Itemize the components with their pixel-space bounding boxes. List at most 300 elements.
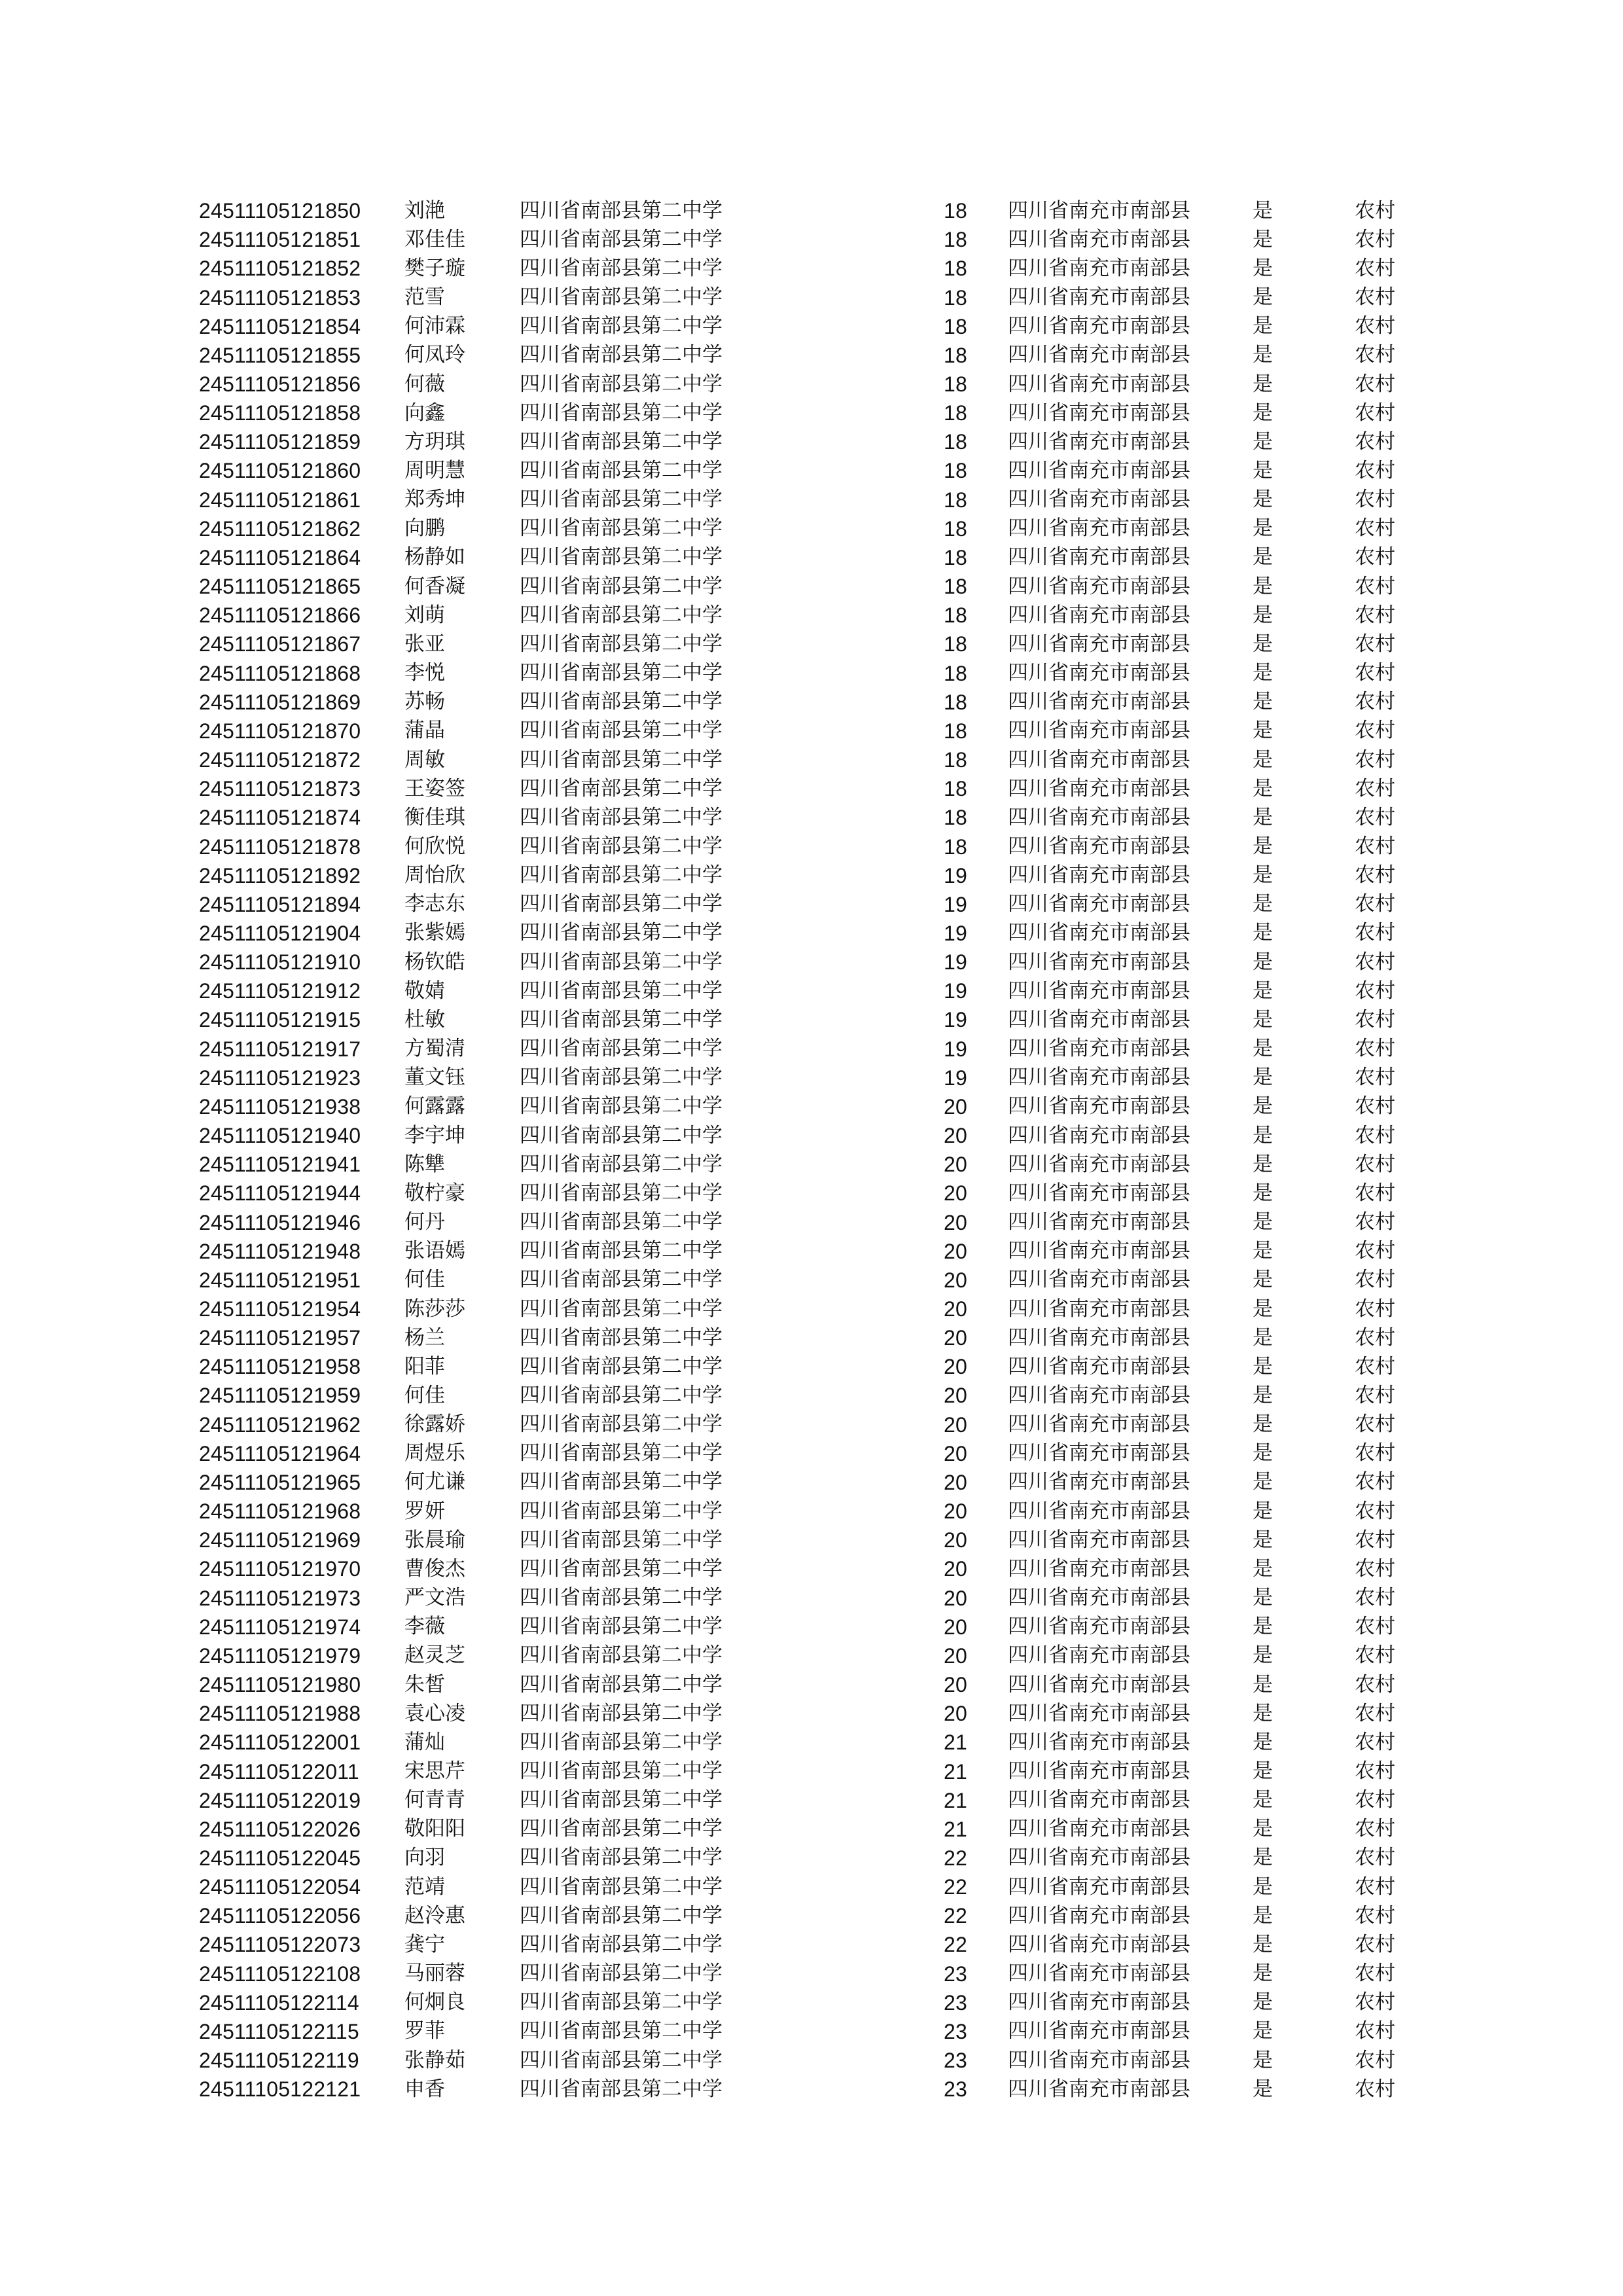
table-row xyxy=(199,1179,1429,1208)
area-type-cell: 农村 xyxy=(1355,1817,1395,1841)
student-name-cell: 何炯良 xyxy=(404,1990,465,2015)
address-cell: 四川省南充市南部县 xyxy=(1008,1470,1190,1494)
school-cell: 四川省南部县第二中学 xyxy=(520,1528,722,1552)
age-cell: 19 xyxy=(944,979,967,1003)
table-row xyxy=(199,948,1429,977)
flag-cell: 是 xyxy=(1253,401,1273,425)
school-cell: 四川省南部县第二中学 xyxy=(520,1615,722,1639)
flag-cell: 是 xyxy=(1253,1846,1273,1870)
flag-cell: 是 xyxy=(1253,1412,1273,1437)
area-type-cell: 农村 xyxy=(1355,719,1395,743)
area-type-cell: 农村 xyxy=(1355,1181,1395,1205)
age-cell: 19 xyxy=(944,950,967,975)
student-name-cell: 马丽蓉 xyxy=(404,1962,465,1986)
area-type-cell: 农村 xyxy=(1355,285,1395,310)
student-name-cell: 向羽 xyxy=(404,1846,445,1870)
student-name-cell: 张语嫣 xyxy=(404,1239,465,1263)
flag-cell: 是 xyxy=(1253,921,1273,945)
student-name-cell: 何丹 xyxy=(404,1210,445,1234)
address-cell: 四川省南充市南部县 xyxy=(1008,661,1190,685)
age-cell: 21 xyxy=(944,1817,967,1841)
area-type-cell: 农村 xyxy=(1355,1528,1395,1552)
flag-cell: 是 xyxy=(1253,574,1273,598)
area-type-cell: 农村 xyxy=(1355,1643,1395,1668)
age-cell: 18 xyxy=(944,257,967,281)
school-cell: 四川省南部县第二中学 xyxy=(520,1643,722,1668)
age-cell: 18 xyxy=(944,285,967,310)
student-name-cell: 陈莎莎 xyxy=(404,1297,465,1321)
student-name-cell: 李薇 xyxy=(404,1615,445,1639)
student-name-cell: 王姿签 xyxy=(404,776,465,800)
flag-cell: 是 xyxy=(1253,2048,1273,2072)
flag-cell: 是 xyxy=(1253,1932,1273,1956)
area-type-cell: 农村 xyxy=(1355,1874,1395,1899)
area-type-cell: 农村 xyxy=(1355,198,1395,223)
age-cell: 19 xyxy=(944,892,967,916)
table-row xyxy=(199,225,1429,254)
table-row xyxy=(199,803,1429,832)
age-cell: 20 xyxy=(944,1384,967,1408)
student-name-cell: 范雪 xyxy=(404,285,445,310)
table-row xyxy=(199,427,1429,456)
student-id-cell: 24511105122001 xyxy=(199,1731,361,1755)
age-cell: 20 xyxy=(944,1557,967,1581)
age-cell: 20 xyxy=(944,1470,967,1494)
address-cell: 四川省南充市南部县 xyxy=(1008,1759,1190,1784)
area-type-cell: 农村 xyxy=(1355,2048,1395,2072)
table-row xyxy=(199,1613,1429,1641)
school-cell: 四川省南部县第二中学 xyxy=(520,1701,722,1725)
age-cell: 22 xyxy=(944,1933,967,1957)
address-cell: 四川省南充市南部县 xyxy=(1008,1152,1190,1176)
school-cell: 四川省南部县第二中学 xyxy=(520,834,722,859)
student-name-cell: 周明慧 xyxy=(404,458,465,482)
table-row xyxy=(199,1295,1429,1323)
school-cell: 四川省南部县第二中学 xyxy=(520,1556,722,1581)
student-roster-table xyxy=(199,196,1429,2104)
flag-cell: 是 xyxy=(1253,1528,1273,1552)
school-cell: 四川省南部县第二中学 xyxy=(520,343,722,367)
address-cell: 四川省南充市南部县 xyxy=(1008,1499,1190,1523)
school-cell: 四川省南部县第二中学 xyxy=(520,1499,722,1523)
school-cell: 四川省南部县第二中学 xyxy=(520,574,722,598)
age-cell: 21 xyxy=(944,1731,967,1755)
area-type-cell: 农村 xyxy=(1355,458,1395,482)
student-name-cell: 龚宁 xyxy=(404,1932,445,1956)
area-type-cell: 农村 xyxy=(1355,516,1395,541)
flag-cell: 是 xyxy=(1253,603,1273,627)
table-row xyxy=(199,1352,1429,1381)
age-cell: 18 xyxy=(944,459,967,483)
age-cell: 18 xyxy=(944,545,967,569)
student-name-cell: 蒲晶 xyxy=(404,719,445,743)
flag-cell: 是 xyxy=(1253,950,1273,974)
student-id-cell: 24511105121862 xyxy=(199,516,361,541)
school-cell: 四川省南部县第二中学 xyxy=(520,1239,722,1263)
area-type-cell: 农村 xyxy=(1355,1037,1395,1061)
age-cell: 18 xyxy=(944,834,967,859)
student-name-cell: 方玥琪 xyxy=(404,429,465,454)
student-name-cell: 张静茹 xyxy=(404,2048,465,2072)
school-cell: 四川省南部县第二中学 xyxy=(520,1817,722,1841)
flag-cell: 是 xyxy=(1253,747,1273,772)
age-cell: 20 xyxy=(944,1094,967,1119)
school-cell: 四川省南部县第二中学 xyxy=(520,1007,722,1031)
area-type-cell: 农村 xyxy=(1355,488,1395,512)
student-name-cell: 方蜀清 xyxy=(404,1037,465,1061)
age-cell: 20 xyxy=(944,1153,967,1177)
school-cell: 四川省南部县第二中学 xyxy=(520,1123,722,1147)
student-id-cell: 24511105122045 xyxy=(199,1846,361,1870)
student-id-cell: 24511105122114 xyxy=(199,1990,359,2015)
student-id-cell: 24511105121878 xyxy=(199,834,361,859)
table-row xyxy=(199,601,1429,630)
address-cell: 四川省南充市南部县 xyxy=(1008,256,1190,280)
school-cell: 四川省南部县第二中学 xyxy=(520,1990,722,2015)
school-cell: 四川省南部县第二中学 xyxy=(520,1586,722,1610)
flag-cell: 是 xyxy=(1253,1297,1273,1321)
table-row xyxy=(199,1237,1429,1266)
address-cell: 四川省南充市南部县 xyxy=(1008,1990,1190,2015)
flag-cell: 是 xyxy=(1253,1962,1273,1986)
student-id-cell: 24511105121874 xyxy=(199,806,361,830)
flag-cell: 是 xyxy=(1253,632,1273,656)
flag-cell: 是 xyxy=(1253,2077,1273,2101)
school-cell: 四川省南部县第二中学 xyxy=(520,1325,722,1350)
table-row xyxy=(199,1699,1429,1728)
address-cell: 四川省南充市南部县 xyxy=(1008,950,1190,974)
student-name-cell: 罗菲 xyxy=(404,2019,445,2043)
area-type-cell: 农村 xyxy=(1355,343,1395,367)
address-cell: 四川省南充市南部县 xyxy=(1008,545,1190,569)
flag-cell: 是 xyxy=(1253,1672,1273,1696)
student-id-cell: 24511105121850 xyxy=(199,199,361,223)
flag-cell: 是 xyxy=(1253,1817,1273,1841)
flag-cell: 是 xyxy=(1253,1441,1273,1465)
table-row xyxy=(199,919,1429,948)
area-type-cell: 农村 xyxy=(1355,1066,1395,1090)
school-cell: 四川省南部县第二中学 xyxy=(520,198,722,223)
student-id-cell: 24511105121868 xyxy=(199,661,361,685)
flag-cell: 是 xyxy=(1253,1730,1273,1754)
table-row xyxy=(199,1035,1429,1064)
address-cell: 四川省南充市南部县 xyxy=(1008,1701,1190,1725)
student-id-cell: 24511105122026 xyxy=(199,1817,361,1841)
age-cell: 18 xyxy=(944,488,967,512)
area-type-cell: 农村 xyxy=(1355,805,1395,829)
student-name-cell: 苏畅 xyxy=(404,690,445,714)
flag-cell: 是 xyxy=(1253,372,1273,396)
address-cell: 四川省南充市南部县 xyxy=(1008,1615,1190,1639)
school-cell: 四川省南部县第二中学 xyxy=(520,2019,722,2043)
address-cell: 四川省南充市南部县 xyxy=(1008,458,1190,482)
address-cell: 四川省南充市南部县 xyxy=(1008,1297,1190,1321)
table-row xyxy=(199,717,1429,745)
school-cell: 四川省南部县第二中学 xyxy=(520,285,722,310)
address-cell: 四川省南充市南部县 xyxy=(1008,1932,1190,1956)
student-name-cell: 蒲灿 xyxy=(404,1730,445,1754)
age-cell: 19 xyxy=(944,1008,967,1032)
area-type-cell: 农村 xyxy=(1355,1412,1395,1437)
age-cell: 23 xyxy=(944,1962,967,1986)
address-cell: 四川省南充市南部县 xyxy=(1008,978,1190,1003)
age-cell: 18 xyxy=(944,661,967,685)
student-name-cell: 曹俊杰 xyxy=(404,1556,465,1581)
address-cell: 四川省南充市南部县 xyxy=(1008,1007,1190,1031)
address-cell: 四川省南充市南部县 xyxy=(1008,2077,1190,2101)
area-type-cell: 农村 xyxy=(1355,1730,1395,1754)
area-type-cell: 农村 xyxy=(1355,1556,1395,1581)
school-cell: 四川省南部县第二中学 xyxy=(520,227,722,251)
flag-cell: 是 xyxy=(1253,545,1273,569)
table-row xyxy=(199,1410,1429,1439)
area-type-cell: 农村 xyxy=(1355,834,1395,859)
area-type-cell: 农村 xyxy=(1355,1759,1395,1784)
age-cell: 21 xyxy=(944,1788,967,1812)
school-cell: 四川省南部县第二中学 xyxy=(520,2048,722,2072)
student-name-cell: 何沛霖 xyxy=(404,314,465,338)
age-cell: 20 xyxy=(944,1181,967,1206)
address-cell: 四川省南充市南部县 xyxy=(1008,1354,1190,1378)
flag-cell: 是 xyxy=(1253,429,1273,454)
student-name-cell: 阳菲 xyxy=(404,1354,445,1378)
student-name-cell: 刘萌 xyxy=(404,603,445,627)
area-type-cell: 农村 xyxy=(1355,1383,1395,1407)
address-cell: 四川省南充市南部县 xyxy=(1008,314,1190,338)
school-cell: 四川省南部县第二中学 xyxy=(520,1903,722,1928)
age-cell: 20 xyxy=(944,1297,967,1321)
student-id-cell: 24511105121870 xyxy=(199,719,361,743)
flag-cell: 是 xyxy=(1253,776,1273,800)
address-cell: 四川省南充市南部县 xyxy=(1008,690,1190,714)
address-cell: 四川省南充市南部县 xyxy=(1008,1210,1190,1234)
address-cell: 四川省南充市南部县 xyxy=(1008,227,1190,251)
age-cell: 20 xyxy=(944,1124,967,1148)
student-name-cell: 周怡欣 xyxy=(404,863,465,888)
area-type-cell: 农村 xyxy=(1355,1499,1395,1523)
area-type-cell: 农村 xyxy=(1355,776,1395,800)
area-type-cell: 农村 xyxy=(1355,921,1395,945)
table-row xyxy=(199,312,1429,341)
address-cell: 四川省南充市南部县 xyxy=(1008,603,1190,627)
student-name-cell: 朱皙 xyxy=(404,1672,445,1696)
student-name-cell: 邓佳佳 xyxy=(404,227,465,251)
table-row xyxy=(199,254,1429,283)
area-type-cell: 农村 xyxy=(1355,950,1395,974)
student-id-cell: 24511105121904 xyxy=(199,921,361,945)
school-cell: 四川省南部县第二中学 xyxy=(520,1066,722,1090)
flag-cell: 是 xyxy=(1253,1470,1273,1494)
table-row xyxy=(199,399,1429,427)
flag-cell: 是 xyxy=(1253,1874,1273,1899)
flag-cell: 是 xyxy=(1253,1643,1273,1668)
age-cell: 18 xyxy=(944,806,967,830)
student-name-cell: 杨静如 xyxy=(404,545,465,569)
flag-cell: 是 xyxy=(1253,1499,1273,1523)
school-cell: 四川省南部县第二中学 xyxy=(520,1268,722,1292)
address-cell: 四川省南充市南部县 xyxy=(1008,834,1190,859)
student-id-cell: 24511105121856 xyxy=(199,372,361,397)
flag-cell: 是 xyxy=(1253,458,1273,482)
school-cell: 四川省南部县第二中学 xyxy=(520,719,722,743)
student-id-cell: 24511105121988 xyxy=(199,1702,361,1726)
address-cell: 四川省南充市南部县 xyxy=(1008,488,1190,512)
table-row xyxy=(199,1815,1429,1844)
age-cell: 20 xyxy=(944,1441,967,1465)
student-id-cell: 24511105121946 xyxy=(199,1210,361,1234)
table-row xyxy=(199,514,1429,543)
area-type-cell: 农村 xyxy=(1355,603,1395,627)
age-cell: 22 xyxy=(944,1875,967,1899)
school-cell: 四川省南部县第二中学 xyxy=(520,603,722,627)
student-name-cell: 何香凝 xyxy=(404,574,465,598)
student-id-cell: 24511105121958 xyxy=(199,1355,361,1379)
table-row xyxy=(199,1497,1429,1526)
area-type-cell: 农村 xyxy=(1355,1615,1395,1639)
school-cell: 四川省南部县第二中学 xyxy=(520,950,722,974)
address-cell: 四川省南充市南部县 xyxy=(1008,1556,1190,1581)
flag-cell: 是 xyxy=(1253,488,1273,512)
student-name-cell: 张紫嫣 xyxy=(404,921,465,945)
student-id-cell: 24511105121923 xyxy=(199,1066,361,1090)
address-cell: 四川省南充市南部县 xyxy=(1008,574,1190,598)
area-type-cell: 农村 xyxy=(1355,2077,1395,2101)
flag-cell: 是 xyxy=(1253,690,1273,714)
area-type-cell: 农村 xyxy=(1355,1268,1395,1292)
address-cell: 四川省南充市南部县 xyxy=(1008,343,1190,367)
student-name-cell: 周煜乐 xyxy=(404,1441,465,1465)
table-row xyxy=(199,630,1429,658)
flag-cell: 是 xyxy=(1253,1094,1273,1119)
area-type-cell: 农村 xyxy=(1355,1903,1395,1928)
student-id-cell: 24511105122011 xyxy=(199,1759,359,1784)
school-cell: 四川省南部县第二中学 xyxy=(520,458,722,482)
table-row xyxy=(199,1468,1429,1497)
school-cell: 四川省南部县第二中学 xyxy=(520,401,722,425)
age-cell: 18 xyxy=(944,575,967,599)
student-name-cell: 樊子璇 xyxy=(404,256,465,280)
address-cell: 四川省南充市南部县 xyxy=(1008,1268,1190,1292)
age-cell: 18 xyxy=(944,199,967,223)
table-row xyxy=(199,2075,1429,2104)
student-id-cell: 24511105121867 xyxy=(199,632,361,656)
school-cell: 四川省南部县第二中学 xyxy=(520,863,722,888)
student-id-cell: 24511105122019 xyxy=(199,1788,361,1812)
student-id-cell: 24511105121948 xyxy=(199,1239,361,1263)
flag-cell: 是 xyxy=(1253,1759,1273,1784)
flag-cell: 是 xyxy=(1253,1037,1273,1061)
student-name-cell: 赵灵芝 xyxy=(404,1643,465,1668)
address-cell: 四川省南充市南部县 xyxy=(1008,1672,1190,1696)
table-row xyxy=(199,486,1429,514)
area-type-cell: 农村 xyxy=(1355,1325,1395,1350)
student-name-cell: 范靖 xyxy=(404,1874,445,1899)
school-cell: 四川省南部县第二中学 xyxy=(520,1037,722,1061)
flag-cell: 是 xyxy=(1253,1615,1273,1639)
student-name-cell: 董文钰 xyxy=(404,1066,465,1090)
table-row xyxy=(199,1641,1429,1670)
table-row xyxy=(199,2046,1429,2075)
area-type-cell: 农村 xyxy=(1355,1470,1395,1494)
table-row xyxy=(199,832,1429,861)
table-row xyxy=(199,196,1429,225)
flag-cell: 是 xyxy=(1253,1066,1273,1090)
student-id-cell: 24511105121855 xyxy=(199,343,361,367)
address-cell: 四川省南充市南部县 xyxy=(1008,892,1190,916)
address-cell: 四川省南充市南部县 xyxy=(1008,1874,1190,1899)
table-row xyxy=(199,1439,1429,1468)
age-cell: 18 xyxy=(944,719,967,743)
flag-cell: 是 xyxy=(1253,1383,1273,1407)
age-cell: 20 xyxy=(944,1239,967,1263)
school-cell: 四川省南部县第二中学 xyxy=(520,256,722,280)
flag-cell: 是 xyxy=(1253,285,1273,310)
address-cell: 四川省南充市南部县 xyxy=(1008,2019,1190,2043)
area-type-cell: 农村 xyxy=(1355,372,1395,396)
student-id-cell: 24511105121973 xyxy=(199,1586,361,1610)
flag-cell: 是 xyxy=(1253,1007,1273,1031)
flag-cell: 是 xyxy=(1253,1903,1273,1928)
student-id-cell: 24511105122054 xyxy=(199,1875,361,1899)
table-row xyxy=(199,1670,1429,1699)
student-id-cell: 24511105122073 xyxy=(199,1933,361,1957)
student-name-cell: 李志东 xyxy=(404,892,465,916)
student-id-cell: 24511105121980 xyxy=(199,1673,361,1697)
student-name-cell: 宋思芹 xyxy=(404,1759,465,1784)
address-cell: 四川省南充市南部县 xyxy=(1008,1962,1190,1986)
flag-cell: 是 xyxy=(1253,834,1273,859)
student-id-cell: 24511105121964 xyxy=(199,1441,361,1465)
age-cell: 20 xyxy=(944,1412,967,1437)
school-cell: 四川省南部县第二中学 xyxy=(520,632,722,656)
address-cell: 四川省南充市南部县 xyxy=(1008,1643,1190,1668)
student-id-cell: 24511105121938 xyxy=(199,1094,361,1119)
age-cell: 20 xyxy=(944,1326,967,1350)
flag-cell: 是 xyxy=(1253,198,1273,223)
student-name-cell: 何薇 xyxy=(404,372,445,396)
student-id-cell: 24511105121969 xyxy=(199,1528,361,1552)
student-name-cell: 何尤谦 xyxy=(404,1470,465,1494)
address-cell: 四川省南充市南部县 xyxy=(1008,401,1190,425)
student-id-cell: 24511105121912 xyxy=(199,979,361,1003)
area-type-cell: 农村 xyxy=(1355,545,1395,569)
flag-cell: 是 xyxy=(1253,227,1273,251)
age-cell: 18 xyxy=(944,777,967,801)
address-cell: 四川省南充市南部县 xyxy=(1008,1181,1190,1205)
student-name-cell: 周敏 xyxy=(404,747,445,772)
age-cell: 23 xyxy=(944,2019,967,2043)
table-row xyxy=(199,1901,1429,1930)
student-id-cell: 24511105121941 xyxy=(199,1153,361,1177)
school-cell: 四川省南部县第二中学 xyxy=(520,1354,722,1378)
student-name-cell: 何露露 xyxy=(404,1094,465,1119)
address-cell: 四川省南充市南部县 xyxy=(1008,1412,1190,1437)
student-id-cell: 24511105121861 xyxy=(199,488,361,512)
student-id-cell: 24511105121957 xyxy=(199,1326,361,1350)
address-cell: 四川省南充市南部县 xyxy=(1008,285,1190,310)
student-name-cell: 申香 xyxy=(404,2077,445,2101)
address-cell: 四川省南充市南部县 xyxy=(1008,632,1190,656)
address-cell: 四川省南充市南部县 xyxy=(1008,1037,1190,1061)
flag-cell: 是 xyxy=(1253,1990,1273,2015)
address-cell: 四川省南充市南部县 xyxy=(1008,198,1190,223)
age-cell: 18 xyxy=(944,228,967,252)
area-type-cell: 农村 xyxy=(1355,1441,1395,1465)
school-cell: 四川省南部县第二中学 xyxy=(520,1210,722,1234)
school-cell: 四川省南部县第二中学 xyxy=(520,1297,722,1321)
table-row xyxy=(199,1150,1429,1179)
flag-cell: 是 xyxy=(1253,1586,1273,1610)
